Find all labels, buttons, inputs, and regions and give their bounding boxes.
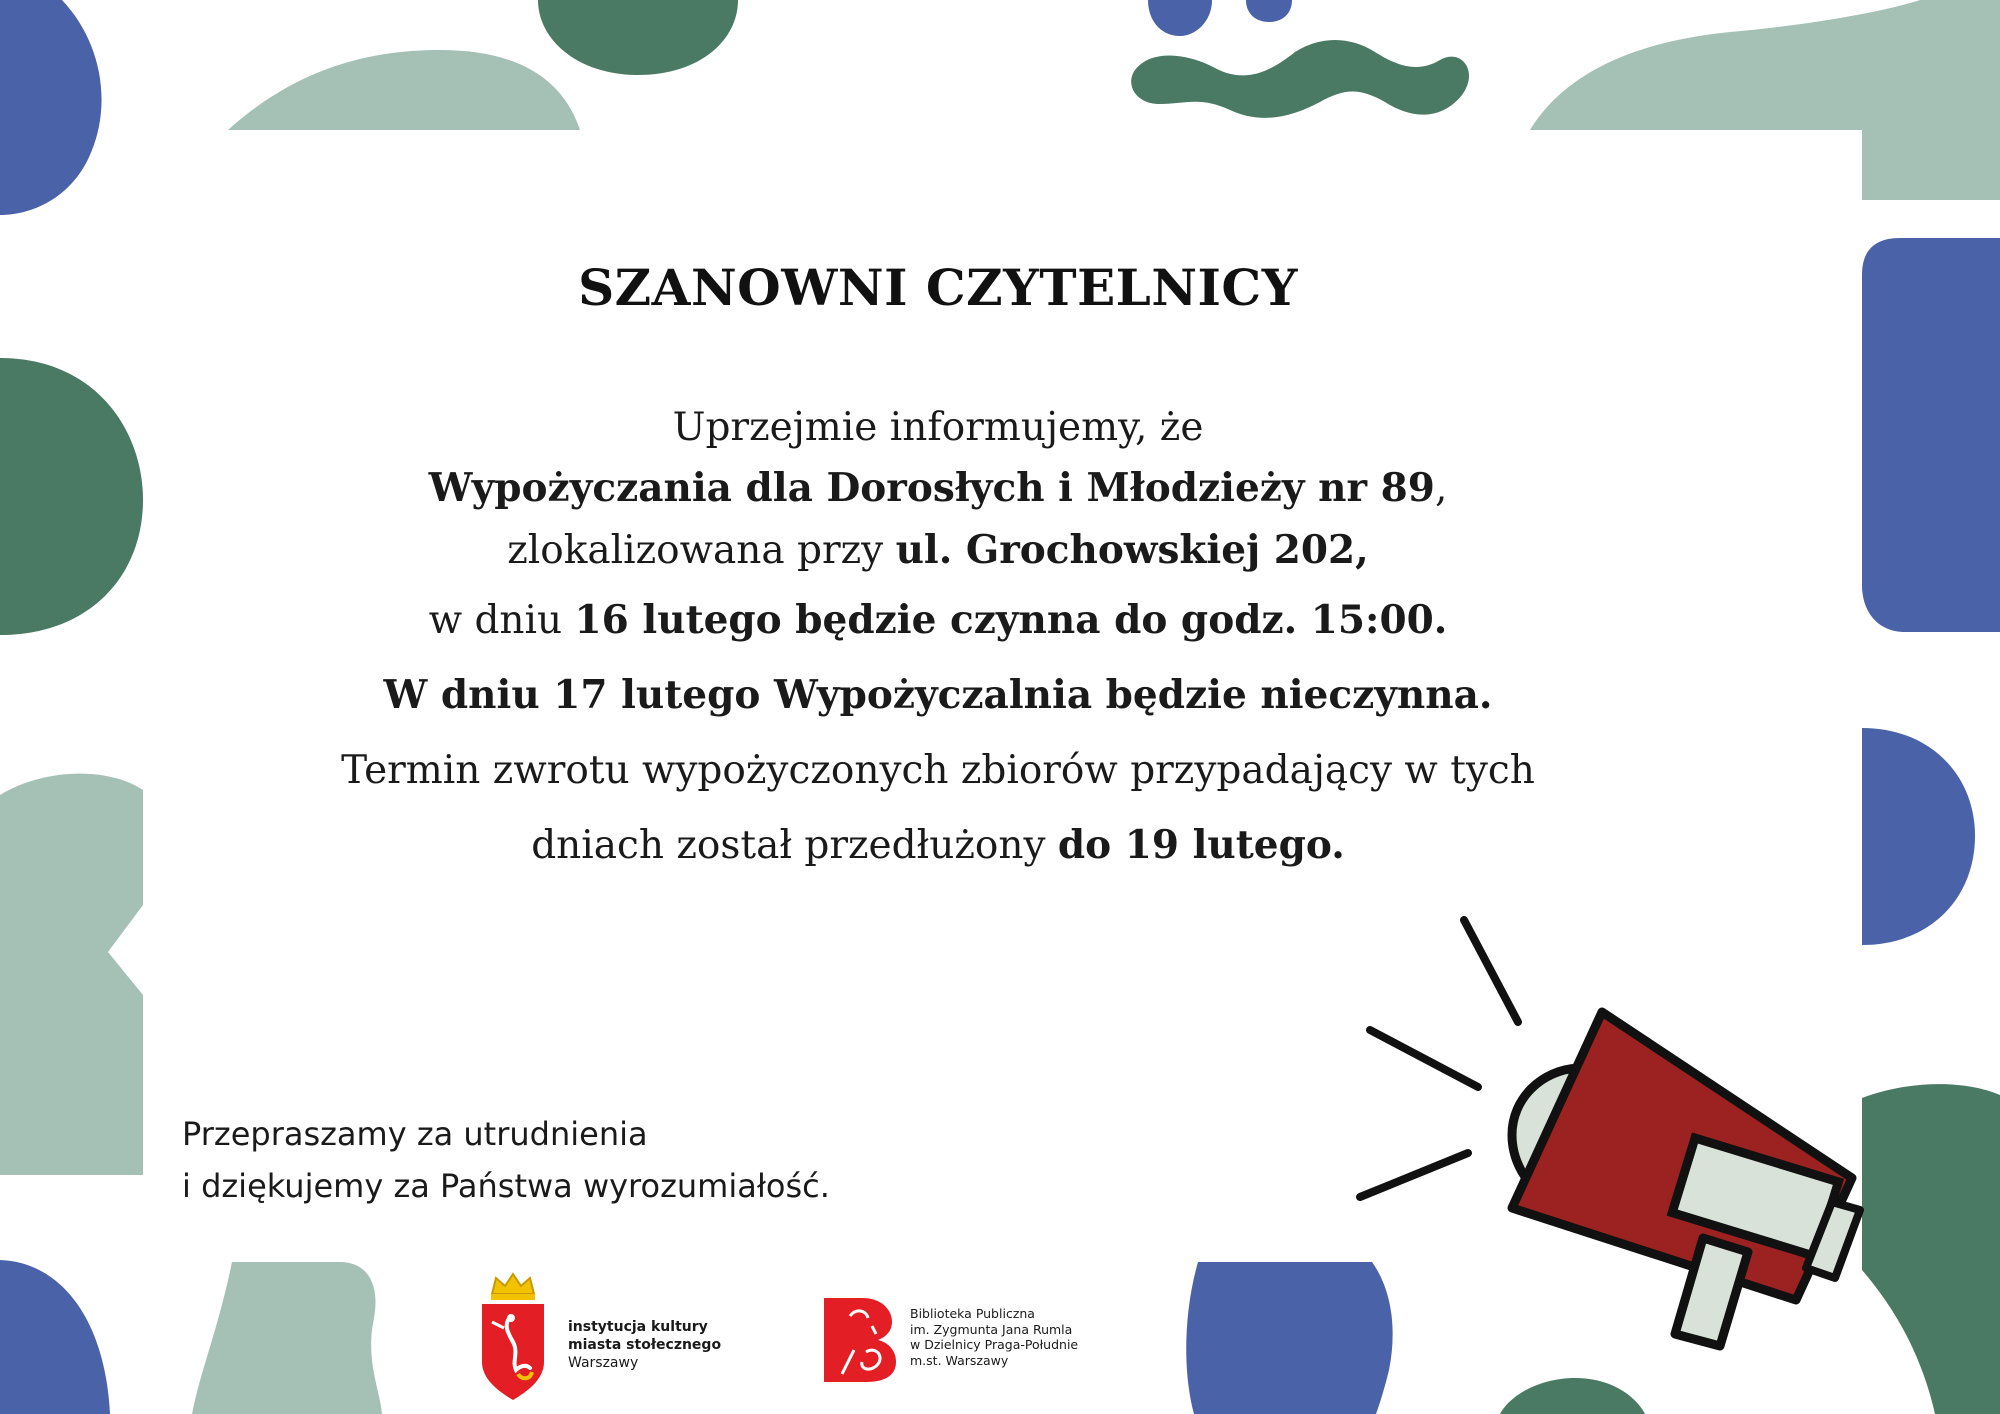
deco-sage-top-arc bbox=[228, 50, 580, 130]
deco-blue-top-left bbox=[0, 0, 102, 215]
deco-blue-blob-2 bbox=[1246, 0, 1292, 22]
library-logo-line: Biblioteka Publiczna bbox=[910, 1306, 1035, 1321]
notice-line-2-tail: , bbox=[1434, 466, 1448, 511]
closing-line-2: i dziękujemy za Państwa wyrozumiałość. bbox=[182, 1167, 830, 1205]
branch-name: Wypożyczania dla Dorosłych i Młodzieży nr 89 bbox=[428, 465, 1435, 511]
library-logo-line: m.st. Warszawy bbox=[910, 1352, 1009, 1368]
notice-line-3-prefix: zlokalizowana przy bbox=[507, 528, 896, 573]
notice-line-4-prefix: w dniu bbox=[428, 598, 575, 643]
library-logo-text bbox=[910, 1306, 1078, 1368]
notice-body bbox=[150, 398, 1726, 883]
deco-green-bottom-right bbox=[1862, 1084, 2000, 1414]
warsaw-coat-of-arms-icon bbox=[478, 1262, 548, 1402]
page-title: SZANOWNI CZYTELNICY bbox=[578, 258, 1298, 317]
notice-line-1 bbox=[150, 398, 1726, 458]
notice-line-7 bbox=[150, 808, 1726, 883]
warsaw-logo-line: miasta stołecznego bbox=[568, 1337, 722, 1353]
deco-blue-bottom-left bbox=[0, 1260, 110, 1414]
warsaw-logo-line: Warszawy bbox=[568, 1355, 639, 1371]
notice-line-6-text: Termin zwrotu wypożyczonych zbiorów przypadający w tych bbox=[341, 748, 1535, 793]
notice-line-4 bbox=[150, 583, 1726, 658]
notice-line-6 bbox=[150, 733, 1726, 808]
warsaw-logo-text bbox=[568, 1318, 721, 1372]
library-logo-line: w Dzielnicy Praga-Południe bbox=[910, 1337, 1079, 1352]
return-deadline: do 19 lutego. bbox=[1057, 822, 1345, 868]
deco-green-top-semicircle bbox=[538, 0, 738, 75]
opening-hours-notice: 16 lutego będzie czynna do godz. 15:00. bbox=[574, 597, 1448, 643]
notice-line-7-prefix: dniach został przedłużony bbox=[531, 823, 1058, 868]
closing-line-1: Przepraszamy za utrudnienia bbox=[182, 1115, 648, 1153]
deco-blue-blob-1 bbox=[1148, 0, 1212, 36]
library-logo-icon bbox=[820, 1294, 898, 1384]
deco-sage-top-right bbox=[1530, 0, 2000, 200]
branch-address: ul. Grochowskiej 202, bbox=[895, 527, 1369, 573]
deco-green-left-half bbox=[0, 358, 143, 635]
notice-line-2 bbox=[150, 458, 1726, 518]
notice-line-1-text: Uprzejmie informujemy, że bbox=[672, 405, 1204, 450]
deco-green-wave bbox=[1131, 40, 1469, 118]
library-logo-line: im. Zygmunta Jana Rumla bbox=[910, 1321, 1073, 1337]
deco-sage-left-large bbox=[0, 774, 143, 1175]
deco-sage-bottom-left bbox=[192, 1262, 382, 1414]
closure-notice: W dniu 17 lutego Wypożyczalnia będzie nieczynna. bbox=[383, 672, 1493, 718]
megaphone-icon bbox=[1340, 910, 1880, 1370]
notice-line-5 bbox=[150, 658, 1726, 733]
warsaw-logo-line: instytucja kultury bbox=[568, 1319, 708, 1335]
closing-message bbox=[182, 1108, 830, 1212]
deco-blue-right-large bbox=[1862, 238, 2000, 632]
notice-line-3 bbox=[150, 518, 1726, 583]
deco-green-bottom-mid bbox=[1500, 1378, 1645, 1414]
